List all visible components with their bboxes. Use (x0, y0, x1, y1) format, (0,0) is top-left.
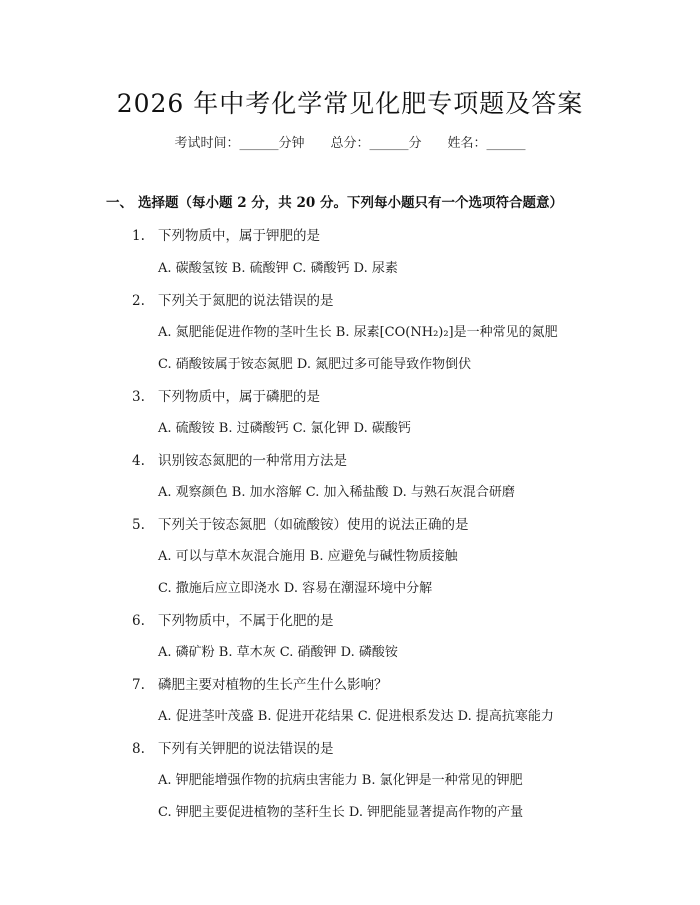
question-5-options-line-1: A. 可以与草木灰混合施用 B. 应避免与碱性物质接触 (158, 549, 458, 564)
question-6 (132, 609, 334, 629)
question-text: 下列物质中，不属于化肥的是 (158, 613, 334, 629)
question-3 (132, 385, 320, 405)
question-8-options-line-2: C. 钾肥主要促进植物的茎秆生长 D. 钾肥能显著提高作物的产量 (158, 805, 524, 820)
question-number: 7. (132, 677, 145, 693)
question-2 (132, 289, 334, 309)
question-2-options-line-2: C. 硝酸铵属于铵态氮肥 D. 氮肥过多可能导致作物倒伏 (158, 357, 472, 372)
question-3-options: A. 硫酸铵 B. 过磷酸钙 C. 氯化钾 D. 碳酸钙 (158, 421, 411, 436)
question-4 (132, 449, 347, 469)
question-number: 6. (132, 613, 145, 629)
question-1-options: A. 碳酸氢铵 B. 硫酸钾 C. 磷酸钙 D. 尿素 (158, 261, 398, 276)
question-8-options-line-1: A. 钾肥能增强作物的抗病虫害能力 B. 氯化钾是一种常见的钾肥 (158, 773, 523, 788)
question-number: 1. (132, 228, 145, 244)
question-text: 下列物质中，属于磷肥的是 (158, 389, 320, 405)
question-text: 下列物质中，属于钾肥的是 (158, 228, 320, 244)
section-number: 一、 (106, 195, 133, 211)
question-number: 5. (132, 517, 145, 533)
exam-time-field: 考试时间：______分钟 (174, 136, 305, 151)
question-2-options-line-1: A. 氮肥能促进作物的茎叶生长 B. 尿素[CO(NH₂)₂]是一种常见的氮肥 (158, 325, 558, 340)
exam-info-line (0, 132, 700, 151)
question-5-options-line-2: C. 撒施后应立即浇水 D. 容易在潮湿环境中分解 (158, 581, 433, 596)
page-title: 2026 年中考化学常见化肥专项题及答案 (116, 89, 584, 118)
student-name-field: 姓名：______ (447, 136, 526, 151)
section-title: 选择题（每小题 2 分，共 20 分。下列每小题只有一个选项符合题意） (138, 195, 563, 211)
question-1 (132, 224, 320, 244)
question-number: 2. (132, 293, 145, 309)
question-4-options: A. 观察颜色 B. 加水溶解 C. 加入稀盐酸 D. 与熟石灰混合研磨 (158, 485, 515, 500)
question-8 (132, 737, 334, 757)
question-number: 8. (132, 741, 145, 757)
question-7-options: A. 促进茎叶茂盛 B. 促进开花结果 C. 促进根系发达 D. 提高抗寒能力 (158, 709, 554, 724)
question-number: 4. (132, 453, 145, 469)
question-text: 识别铵态氮肥的一种常用方法是 (158, 453, 347, 469)
question-text: 下列关于氮肥的说法错误的是 (158, 293, 334, 309)
section-heading (106, 191, 563, 211)
total-score-field: 总分：______分 (330, 136, 422, 151)
question-6-options: A. 磷矿粉 B. 草木灰 C. 硝酸钾 D. 磷酸铵 (158, 645, 398, 660)
question-text: 下列有关钾肥的说法错误的是 (158, 741, 334, 757)
question-7 (132, 673, 388, 693)
question-text: 下列关于铵态氮肥（如硫酸铵）使用的说法正确的是 (158, 517, 469, 533)
question-number: 3. (132, 389, 145, 405)
question-text: 磷肥主要对植物的生长产生什么影响？ (158, 677, 388, 693)
question-5 (132, 513, 469, 533)
